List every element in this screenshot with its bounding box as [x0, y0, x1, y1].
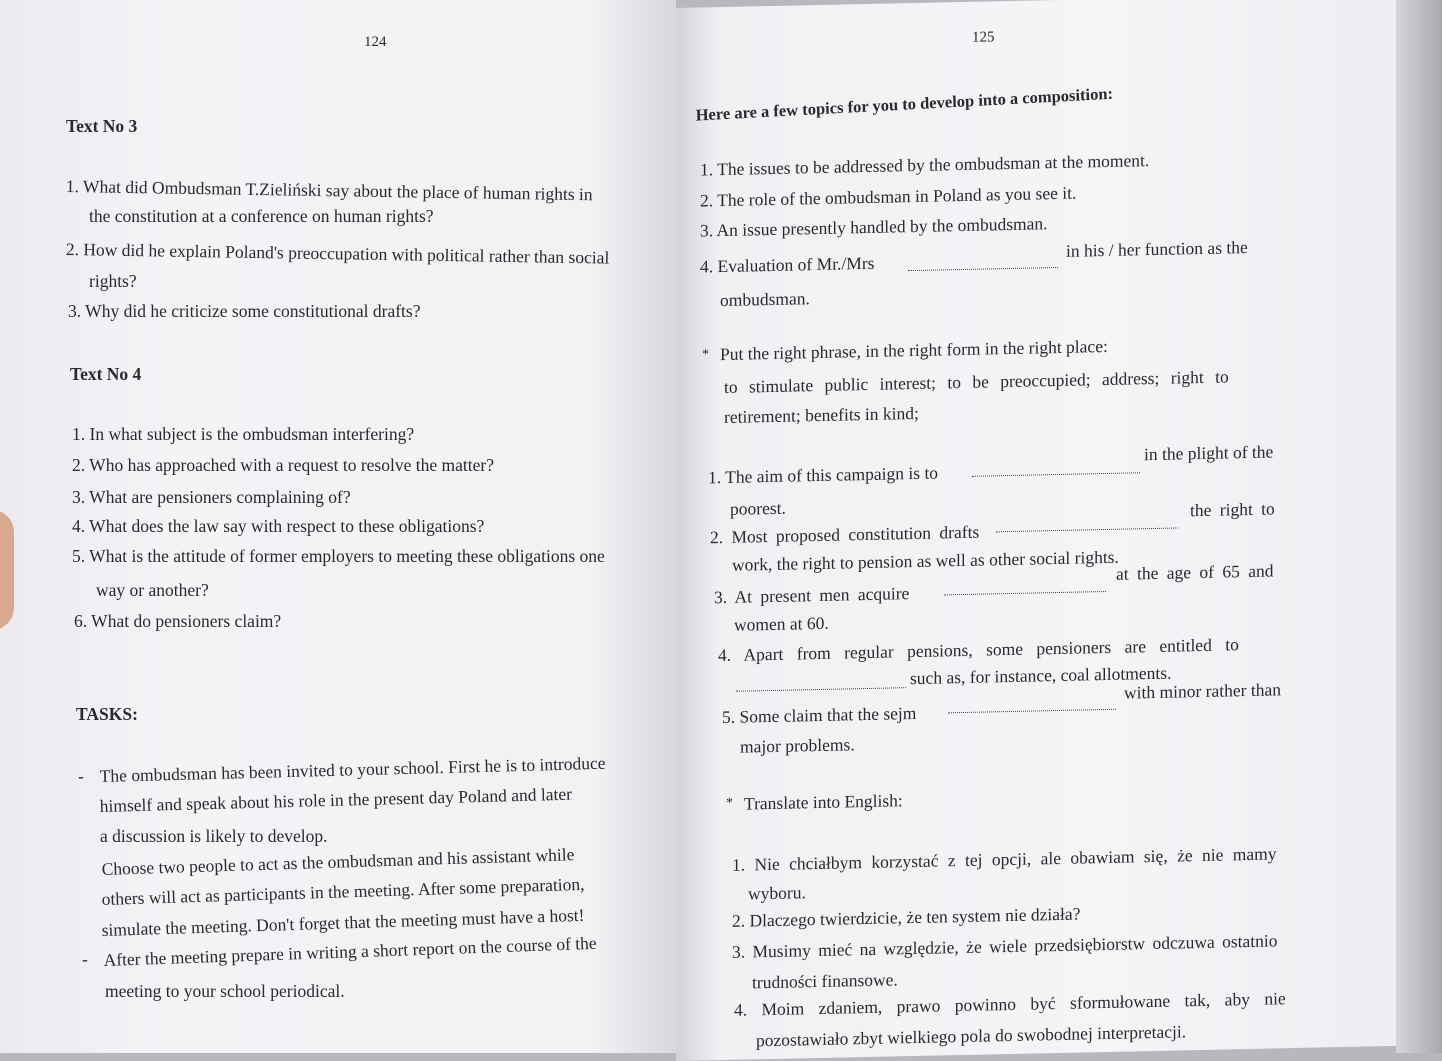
exercise-5-line1-start: 5. Some claim that the sejm — [722, 702, 917, 728]
task2-line1: After the meeting prepare in writing a short report on the course of the — [103, 932, 597, 971]
translate-instruction: Translate into English: — [744, 790, 903, 814]
text4-q6: 6. What do pensioners claim? — [74, 611, 282, 631]
blank-fill — [996, 515, 1178, 532]
exercise-3-line2: women at 60. — [734, 612, 829, 635]
phrases-list-line1: to stimulate public interest; to be preoccupied; address; right to — [724, 366, 1229, 397]
text4-q3: 3. What are pensioners complaining of? — [72, 487, 351, 507]
topic-2: 2. The role of the ombudsman in Poland as you see it. — [700, 182, 1077, 211]
text4-q1: 1. In what subject is the ombudsman interfering? — [72, 424, 415, 444]
task2-dash: - — [82, 949, 88, 969]
exercise-4-line2: such as, for instance, coal allotments. — [910, 662, 1172, 689]
task1-line6: simulate the meeting. Don't forget that the meeting must have a host! — [101, 904, 585, 941]
blank-fill — [972, 460, 1140, 477]
exercise-5-line2: major problems. — [740, 734, 855, 757]
text3-q3: 3. Why did he criticize some constitutional drafts? — [68, 301, 421, 321]
sentence-2: 2. Dlaczego twierdzicie, że ten system nie działa? — [732, 903, 1081, 931]
task1-line3: a discussion is likely to develop. — [100, 826, 328, 846]
topic-3: 3. An issue presently handled by the ombudsman. — [700, 213, 1048, 241]
blank-fill — [908, 255, 1058, 271]
text3-q1-line2: the constitution at a conference on human rights? — [89, 206, 434, 226]
exercise-2-line1-end: the right to — [1190, 498, 1275, 521]
task1-line1: The ombudsman has been invited to your school. First he is to introduce — [99, 752, 606, 787]
topic-4-line1-start: 4. Evaluation of Mr./Mrs — [700, 252, 875, 277]
blank-fill — [736, 675, 906, 692]
blank-fill — [948, 697, 1116, 714]
page-number: 125 — [972, 29, 995, 46]
task1-line5: others will act as participants in the meeting. After some preparation, — [101, 873, 585, 910]
exercise-1-line2: poorest. — [730, 497, 786, 519]
text3-q2-line2: rights? — [89, 271, 137, 291]
text4-q5-line1: 5. What is the attitude of former employers to meeting these obligations one — [72, 546, 605, 566]
task1-line4: Choose two people to act as the ombudsman and his assistant while — [101, 844, 575, 880]
text3-q1-line1: 1. What did Ombudsman T.Zieliński say about the place of human rights in — [65, 176, 593, 205]
exercise-1-line1-start: 1. The aim of this campaign is to — [708, 462, 939, 488]
sentence-3-line2: trudności finansowe. — [752, 969, 898, 993]
sentence-4-line2: pozostawiało zbyt wielkiego pola do swobodnej interpretacji. — [756, 1021, 1187, 1051]
text3-heading: Text No 3 — [66, 116, 138, 136]
exercise-4-line1: 4. Apart from regular pensions, some pensioners are entitled to — [718, 634, 1239, 666]
text4-q2: 2. Who has approached with a request to resolve the matter? — [72, 455, 494, 475]
task1-line2: himself and speak about his role in the present day Poland and later — [99, 783, 573, 817]
text3-q2-line1: 2. How did he explain Poland's preoccupation with political rather than social — [65, 239, 610, 268]
exercise-1-line1-end: in the plight of the — [1144, 441, 1274, 465]
sentence-3-line1: 3. Musimy mieć na względzie, że wiele przedsiębiorstw odczuwa ostatnio — [732, 930, 1278, 962]
phrases-instruction: Put the right phrase, in the right form in the right place: — [720, 335, 1108, 365]
tasks-heading: TASKS: — [76, 704, 138, 724]
text4-heading: Text No 4 — [70, 364, 142, 384]
page-number: 124 — [364, 34, 387, 50]
text4-q5-line2: way or another? — [96, 580, 209, 600]
exercise-3-line1-end: at the age of 65 and — [1116, 560, 1274, 584]
exercise-2-line2: work, the right to pension as well as other social rights. — [732, 546, 1119, 575]
text4-q4: 4. What does the law say with respect to these obligations? — [72, 516, 485, 536]
right-page — [676, 0, 1396, 1061]
task2-line2: meeting to your school periodical. — [105, 981, 345, 1001]
thumb — [0, 510, 14, 630]
bullet-star: * — [702, 347, 709, 363]
topic-4-line1-end: in his / her function as the — [1066, 237, 1248, 261]
task1-dash: - — [78, 766, 84, 786]
left-page — [0, 0, 676, 1053]
bullet-star: * — [726, 795, 733, 811]
topic-1: 1. The issues to be addressed by the ombudsman at the moment. — [700, 150, 1150, 180]
phrases-list-line2: retirement; benefits in kind; — [724, 402, 919, 427]
exercise-5-line1-end: with minor rather than — [1124, 679, 1281, 703]
book-page-edge — [1396, 0, 1442, 1053]
exercise-3-line1-start: 3. At present men acquire — [714, 583, 910, 608]
exercise-2-line1-start: 2. Most proposed constitution drafts — [710, 521, 980, 548]
sentence-4-line1: 4. Moim zdaniem, prawo powinno być sformułowane tak, aby nie — [734, 988, 1286, 1020]
blank-fill — [944, 579, 1106, 595]
sentence-1-line1: 1. Nie chciałbym korzystać z tej opcji, ale obawiam się, że nie mamy — [732, 843, 1277, 875]
sentence-1-line2: wyboru. — [748, 882, 806, 904]
topics-heading: Here are a few topics for you to develop into a composition: — [695, 83, 1114, 125]
topic-4-line2: ombudsman. — [720, 288, 810, 311]
